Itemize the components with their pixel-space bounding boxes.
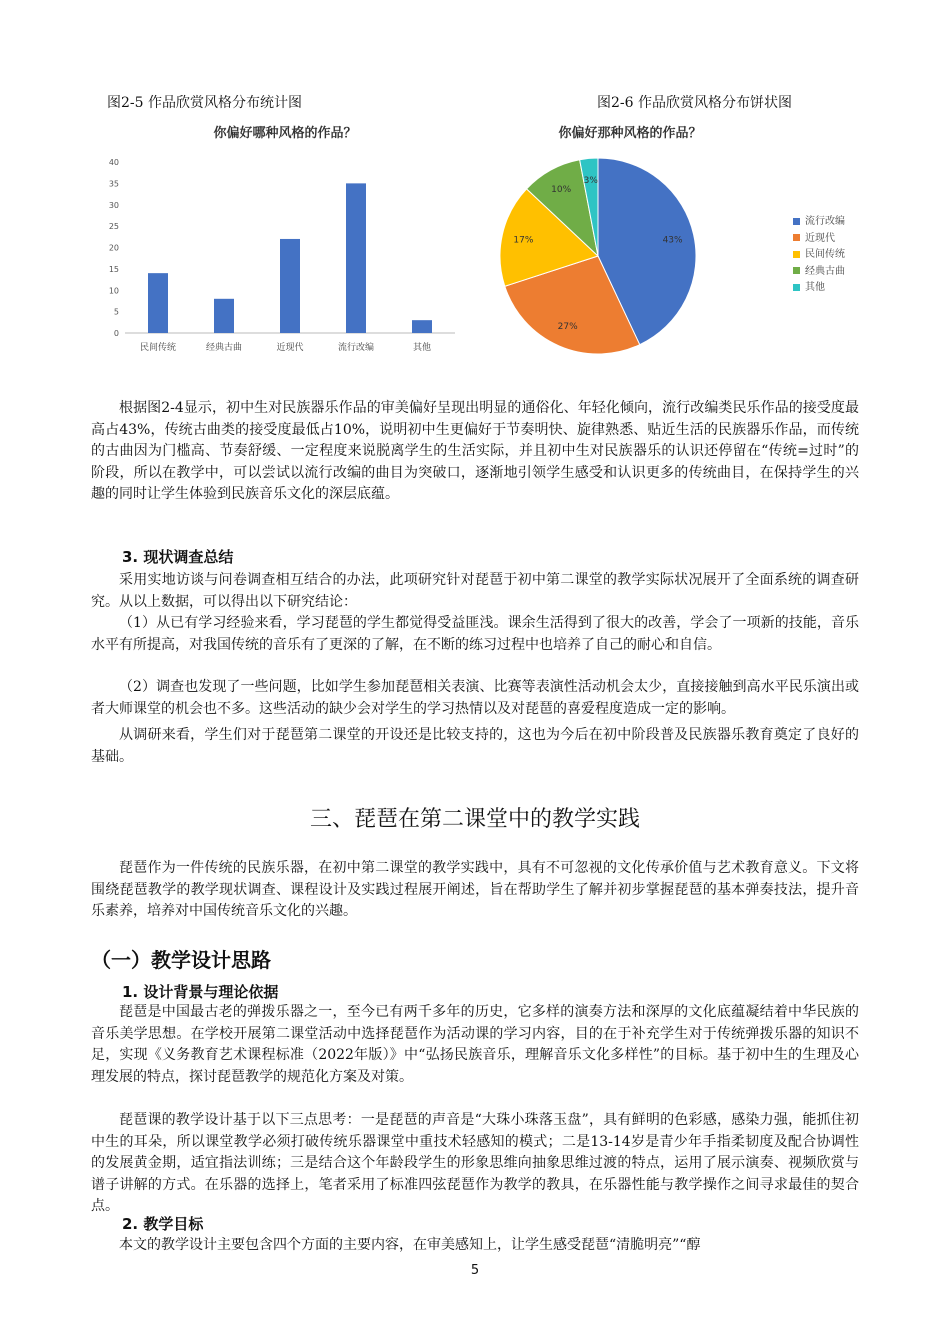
legend-item xyxy=(793,245,845,260)
y-tick-label: 30 xyxy=(108,200,119,210)
legend-label: 民间传统 xyxy=(805,249,845,260)
pie-data-label: 43% xyxy=(662,235,683,246)
bar-4 xyxy=(412,320,432,333)
section-heading-summary: 3. 现状调查总结 xyxy=(122,548,234,566)
legend-swatch xyxy=(793,218,800,225)
chapter-title: 三、琵琶在第二课堂中的教学实践 xyxy=(309,807,640,832)
legend-swatch xyxy=(793,251,800,258)
legend-label: 其他 xyxy=(805,282,825,293)
section-heading-design: （一）教学设计思路 xyxy=(91,948,271,972)
figure-caption-bar: 图2-5 作品欣赏风格分布统计图 xyxy=(107,95,302,111)
y-tick-label: 5 xyxy=(113,307,119,317)
y-tick-label: 15 xyxy=(108,264,119,274)
chapter-intro: 琵琶作为一件传统的民族乐器，在初中第二课堂的教学实践中，具有不可忽视的文化传承价值与艺术教育意义。下文将围绕琵琶教学的教学现状调查、课程设计及实践过程展开阐述，旨在帮助学生了解并初步掌握琵琶的基本弹奏技法，提升音乐素养，培养对中国传统音乐文化的兴趣。 xyxy=(91,860,859,919)
summary-paragraph-1: 采用实地访谈与问卷调查相互结合的办法，此项研究针对琵琶于初中第二课堂的教学实际状况展开了全面系统的调查研究。从以上数据，可以得出以下研究结论： xyxy=(91,572,859,610)
design-paragraph-2: 琵琶课的教学设计基于以下三点思考：一是琵琶的声音是“大珠小珠落玉盘”，具有鲜明的色彩感，感染力强，能抓住初中生的耳朵，所以课堂教学必须打破传统乐器课堂中重技术轻感知的模式；二是13-14岁是青少年手指柔韧度及配合协调性的发展黄金期，适宜指法训练；三是结合这个年龄段学生的形象思维向抽象思维过渡的特点，运用了展示演奏、视频欣赏与谱子讲解的方式。在乐器的选择上，笔者采用了标准四弦琵琶作为教学的教具，在乐器性能与教学操作之间寻求最佳的契合点。 xyxy=(91,1112,859,1214)
figure-caption-pie: 图2-6 作品欣赏风格分布饼状图 xyxy=(597,95,792,111)
analysis-paragraph: 根据图2-4显示，初中生对民族器乐作品的审美偏好呈现出明显的通俗化、年轻化倾向，流行改编类民乐作品的接受度最高占43%，传统古曲类的接受度最低占10%，说明初中生更偏好于节奏明快、旋律熟悉、贴近生活的民族器乐作品，而传统的古曲因为门槛高、节奏舒缓、一定程度来说脱离学生的生活实际，并且初中生对民族器乐的认识还停留在“传统=过时”的阶段，所以在教学中，可以尝试以流行改编的曲目为突破口，逐渐地引领学生感受和认识更多的传统曲目，在保持学生的兴趣的同时让学生体验到民族音乐文化的深层底蕴。 xyxy=(91,400,859,502)
y-tick-label: 40 xyxy=(108,158,119,167)
bar-chart xyxy=(100,112,470,362)
legend-item xyxy=(793,212,845,227)
bar-chart-title: 你偏好哪种风格的作品？ xyxy=(213,126,357,141)
subheading-background: 1. 设计背景与理论依据 xyxy=(122,983,279,1001)
summary-paragraph-3: （2）调查也发现了一些问题，比如学生参加琵琶相关表演、比赛等表演性活动机会太少，直接接触到高水平民乐演出或者大师课堂的机会也不多。这些活动的缺少会对学生的学习热情以及对琵琶的喜爱程度造成一定的影响。 xyxy=(91,679,859,717)
legend-swatch xyxy=(793,267,800,274)
legend-item xyxy=(793,278,825,293)
design-paragraph-1: 琵琶是中国最古老的弹拨乐器之一，至今已有两千多年的历史，它多样的演奏方法和深厚的文化底蕴凝结着中华民族的音乐美学思想。在学校开展第二课堂活动中选择琵琶作为活动课的学习内容，目的在于补充学生对于传统弹拨乐器的知识不足，实现《义务教育艺术课程标准（2022年版）》中“弘扬民族音乐，理解音乐文化多样性”的目标。基于初中生的生理及心理发展的特点，探讨琵琶教学的规范化方案及对策。 xyxy=(91,1004,859,1085)
y-tick-label: 10 xyxy=(108,286,119,296)
bar-2 xyxy=(280,239,300,333)
x-tick-label: 流行改编 xyxy=(337,343,375,353)
legend-swatch xyxy=(793,284,800,291)
pie-data-label: 27% xyxy=(557,322,578,333)
design-paragraph-3: 本文的教学设计主要包含四个方面的主要内容，在审美感知上，让学生感受琵琶“清脆明亮”“醇 xyxy=(119,1237,701,1253)
page-number: 5 xyxy=(470,1263,480,1278)
bar-3 xyxy=(346,183,366,333)
bar-chart-svg xyxy=(100,112,470,362)
legend-item xyxy=(793,229,835,244)
y-tick-label: 0 xyxy=(113,329,119,338)
legend-label: 经典古曲 xyxy=(805,265,845,277)
subheading-objectives: 2. 教学目标 xyxy=(122,1215,204,1233)
bar-0 xyxy=(148,273,168,333)
pie-data-label: 3% xyxy=(583,175,598,186)
x-tick-label: 经典古曲 xyxy=(205,343,243,353)
pie-chart-title: 你偏好那种风格的作品？ xyxy=(558,126,702,141)
y-tick-label: 35 xyxy=(108,179,119,189)
y-tick-label: 25 xyxy=(108,222,119,232)
legend-label: 流行改编 xyxy=(805,216,845,227)
x-tick-label: 近现代 xyxy=(276,343,304,353)
legend-swatch xyxy=(793,234,800,241)
y-tick-label: 20 xyxy=(108,243,119,253)
x-tick-label: 其他 xyxy=(412,343,432,353)
summary-paragraph-2: （1）从已有学习经验来看，学习琵琶的学生都觉得受益匪浅。课余生活得到了很大的改善，学会了一项新的技能，音乐水平有所提高，对我国传统的音乐有了更深的了解，在不断的练习过程中也培养了自己的耐心和自信。 xyxy=(91,615,859,653)
summary-paragraph-4: 从调研来看，学生们对于琵琶第二课堂的开设还是比较支持的，这也为今后在初中阶段普及民族器乐教育奠定了良好的基础。 xyxy=(91,727,859,765)
legend-label: 近现代 xyxy=(805,232,835,244)
pie-data-label: 17% xyxy=(513,235,534,246)
x-tick-label: 民间传统 xyxy=(139,343,177,353)
pie-data-label: 10% xyxy=(551,185,572,196)
legend-item xyxy=(793,262,845,277)
bar-1 xyxy=(214,299,234,333)
